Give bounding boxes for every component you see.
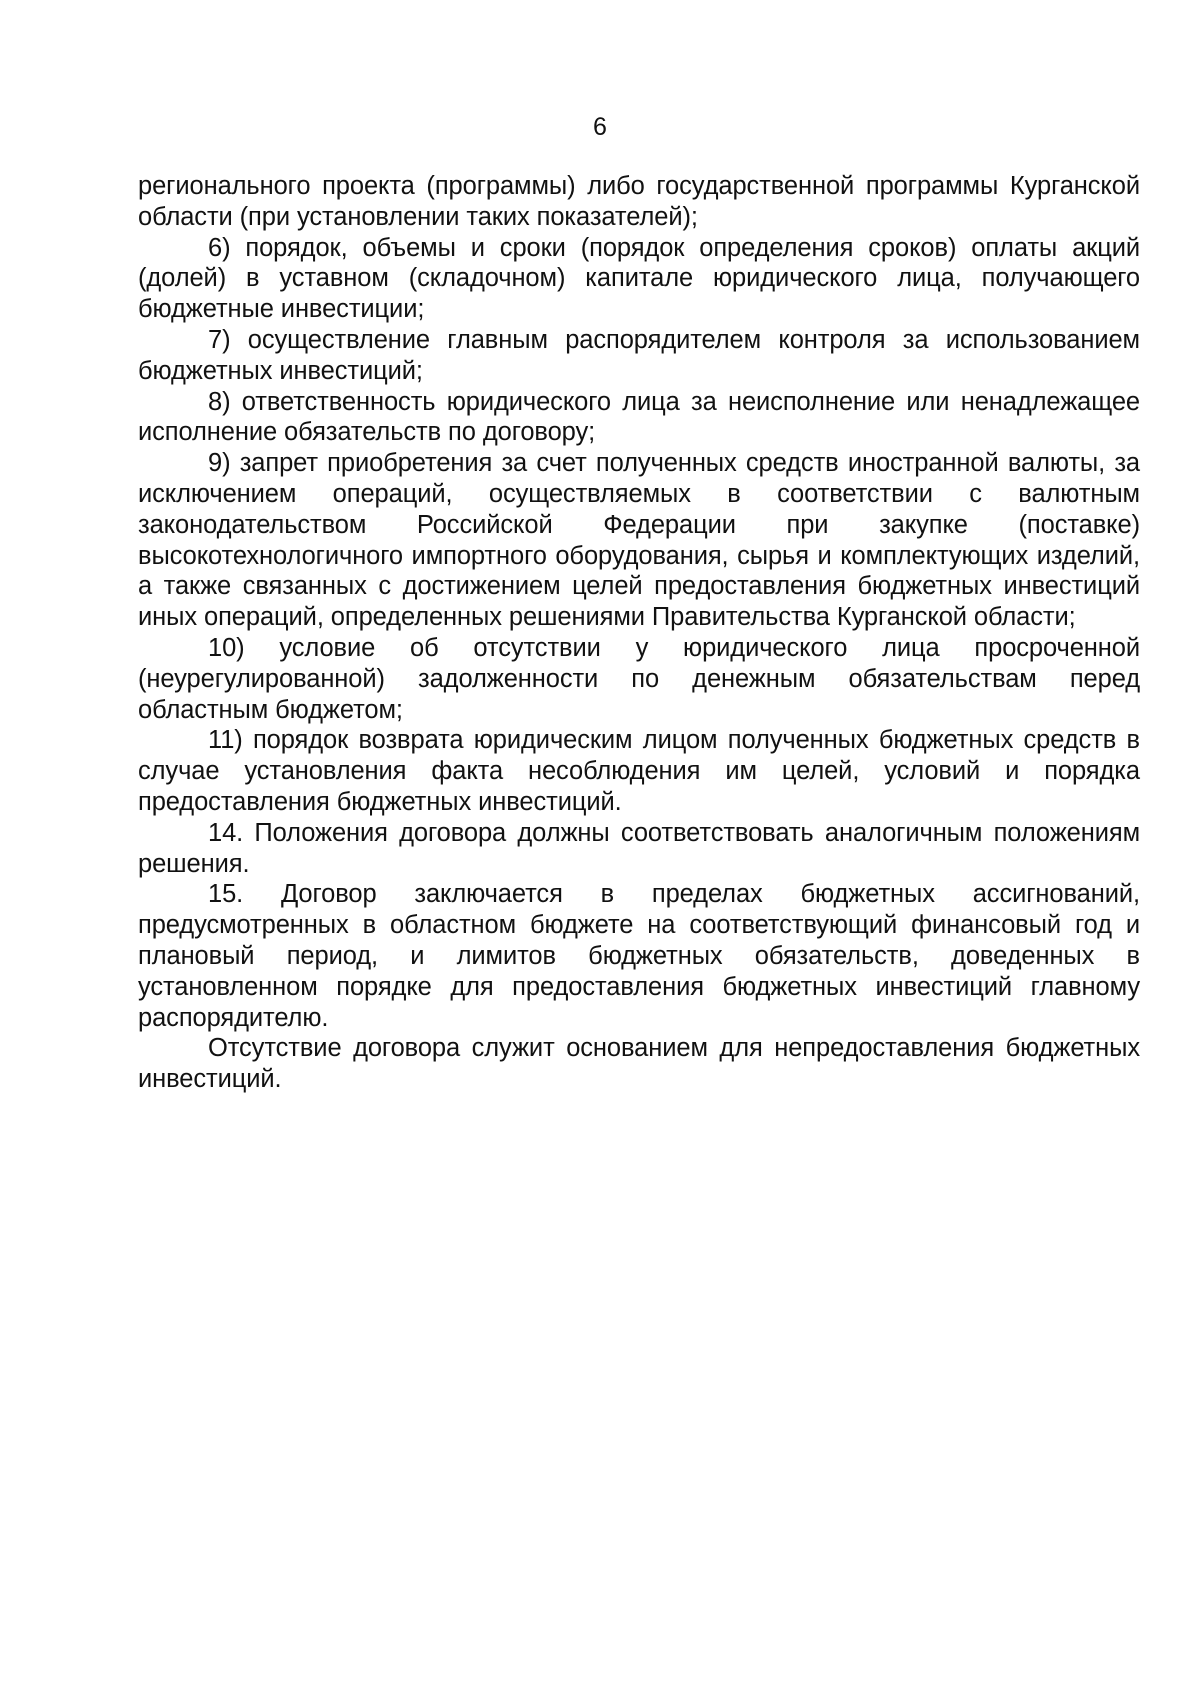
page-number: 6 <box>593 113 607 141</box>
paragraph-clause-14: 14. Положения договора должны соответствовать аналогичным положениям решения. <box>138 818 1140 878</box>
paragraph-item-9: 9) запрет приобретения за счет полученных средств иностранной валюты, за исключением операций, осуществляемых в соответствии с валютным законодательством Российской Федерации при закупке (поставке) высокотехнологичного импортного оборудования, сырья и комплектующих изделий, а также связанных с достижением целей предоставления бюджетных инвестиций иных операций, определенных решениями Правительства Курганской области; <box>138 449 1140 632</box>
paragraph-item-11: 11) порядок возврата юридическим лицом полученных бюджетных средств в случае установления факта несоблюдения им целей, условий и порядка предоставления бюджетных инвестиций. <box>138 726 1140 816</box>
paragraph-clause-15: 15. Договор заключается в пределах бюджетных ассигнований, предусмотренных в областном бюджете на соответствующий финансовый год и плановый период, и лимитов бюджетных обязательств, доведенных в установленном порядке для предоставления бюджетных инвестиций главному распорядителю. <box>138 880 1140 1032</box>
paragraph-continuation: регионального проекта (программы) либо государственной программы Курганской области (при установлении таких показателей); <box>138 172 1140 231</box>
paragraph-item-10: 10) условие об отсутствии у юридического лица просроченной (неурегулированной) задолженности по денежным обязательствам перед областным бюджетом; <box>138 633 1140 724</box>
document-body <box>138 171 1140 1095</box>
paragraph-item-6: 6) порядок, объемы и сроки (порядок определения сроков) оплаты акций (долей) в уставном (складочном) капитале юридического лица, получающего бюджетные инвестиции; <box>138 233 1140 324</box>
paragraph-no-contract: Отсутствие договора служит основанием для непредоставления бюджетных инвестиций. <box>138 1034 1140 1094</box>
paragraph-item-7: 7) осуществление главным распорядителем контроля за использованием бюджетных инвестиций; <box>138 325 1140 385</box>
paragraph-item-8: 8) ответственность юридического лица за неисполнение или ненадлежащее исполнение обязательств по договору; <box>138 387 1140 447</box>
